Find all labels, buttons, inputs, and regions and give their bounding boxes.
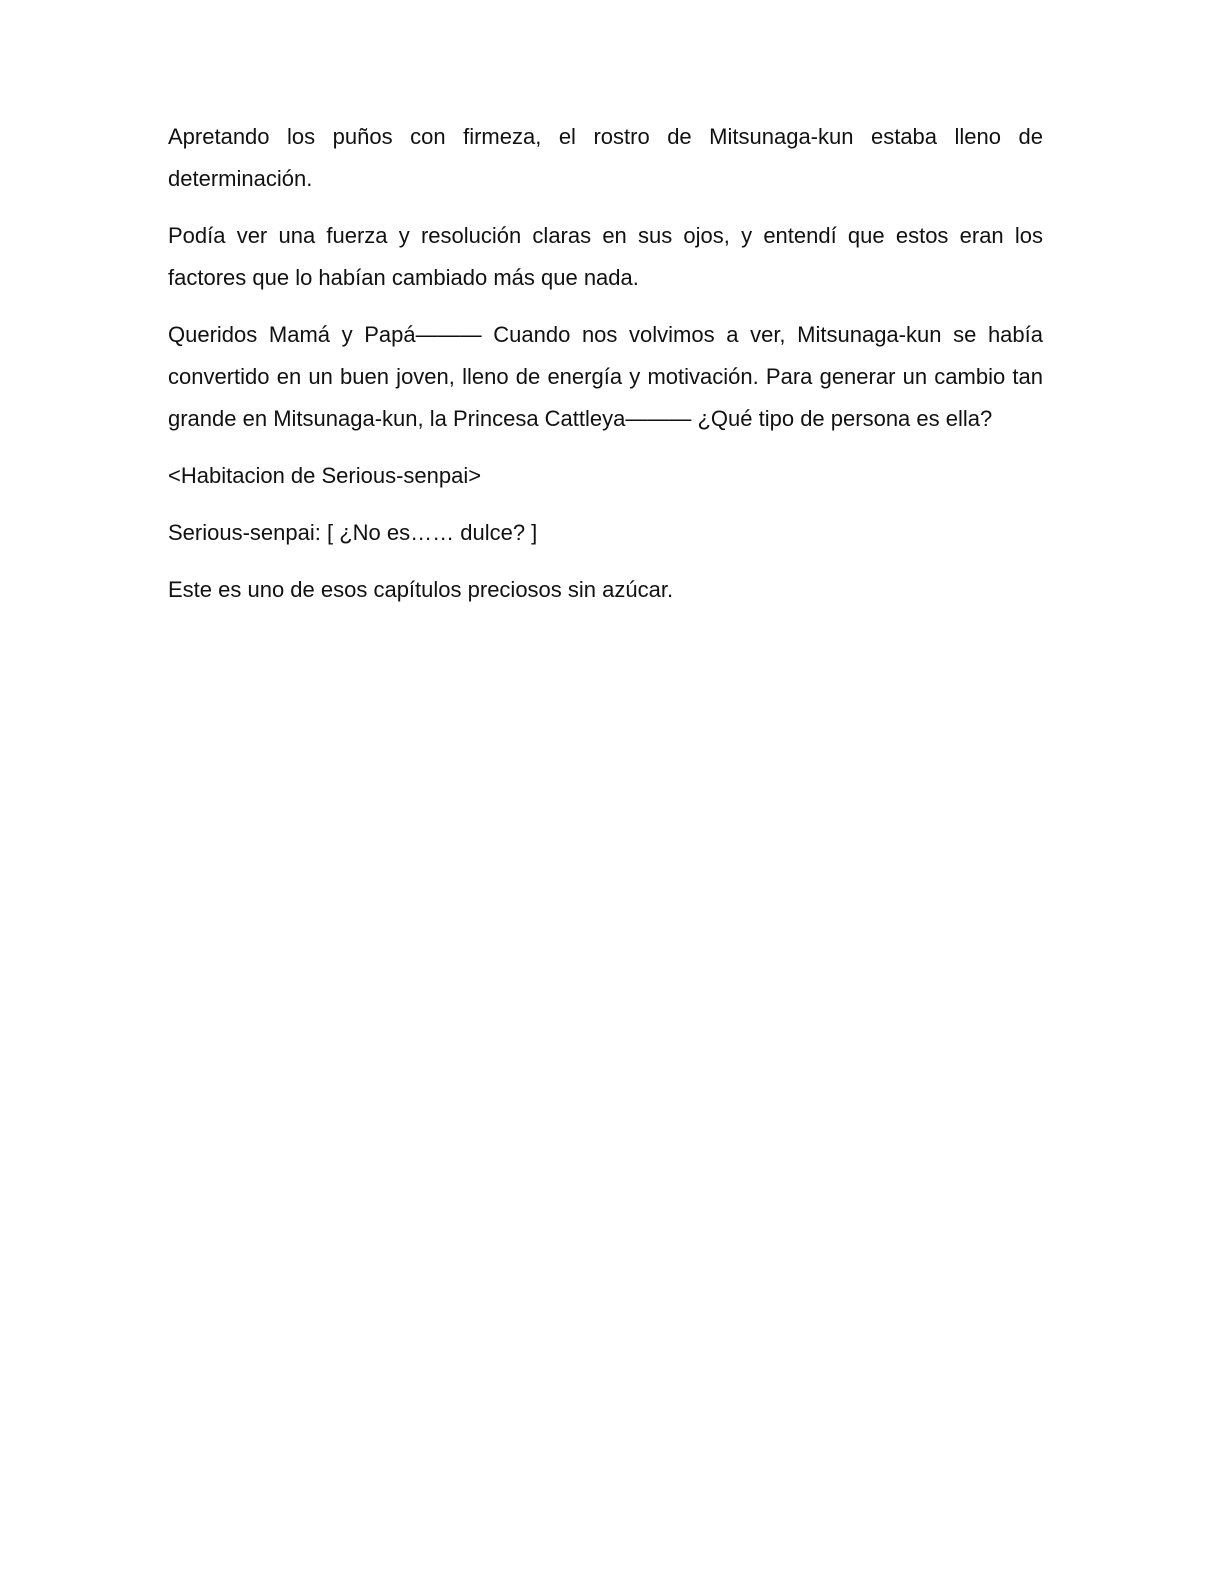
scene-heading: <Habitacion de Serious-senpai> xyxy=(168,463,482,488)
paragraph: Este es uno de esos capítulos preciosos sin azúcar. xyxy=(168,577,674,602)
paragraph: Apretando los puños con firmeza, el rostro de Mitsunaga-kun estaba lleno de determinación. xyxy=(168,124,1043,191)
document-page xyxy=(168,116,1043,626)
paragraph: Podía ver una fuerza y resolución claras en sus ojos, y entendí que estos eran los factores que lo habían cambiado más que nada. xyxy=(168,223,1043,290)
paragraph: Queridos Mamá y Papá——— Cuando nos volvimos a ver, Mitsunaga-kun se había convertido en un buen joven, lleno de energía y motivación. Para generar un cambio tan grande en Mitsunaga-kun, la Princesa Cattleya——— ¿Qué tipo de persona es ella? xyxy=(168,322,1043,431)
dialogue-line: Serious-senpai: [ ¿No es…… dulce? ] xyxy=(168,520,538,545)
